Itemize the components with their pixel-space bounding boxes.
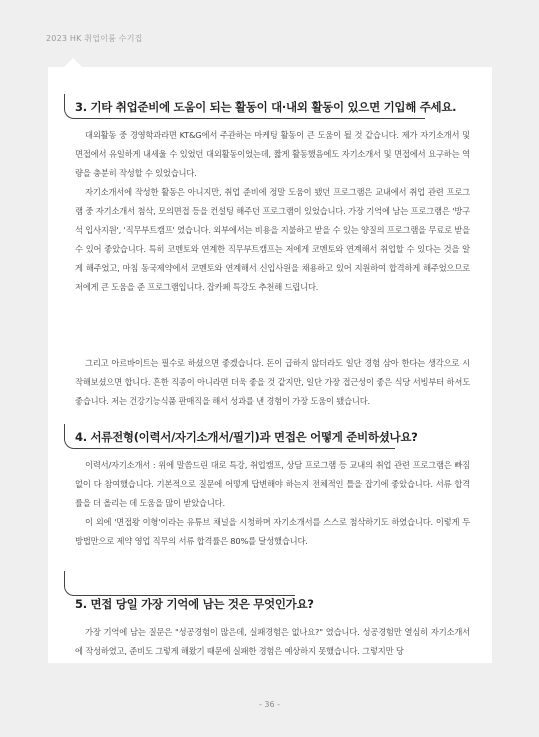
- section-4-title: 4. 서류전형(이력서/자기소개서/필기)과 면접은 어떻게 준비하셨나요?: [75, 430, 418, 444]
- section-3-title: 3. 기타 취업준비에 도움이 되는 활동이 대·내외 활동이 있으면 기입해 주세요.: [75, 100, 457, 114]
- section-3-paragraph-3: 그리고 아르바이트는 필수로 하셨으면 좋겠습니다. 돈이 급하지 않더라도 일단 경험 삼아 한다는 생각으로 시작해보셨으면 합니다. 흔한 직종이 아니라면 더욱 좋을 것 같지만, 일단 가장 접근성이 좋은 식당 서빙부터 하셔도 좋습니다. 저는 건강기능식품 판매직을 해서 성과를 낸 경험이 가장 도움이 됐습니다.: [75, 358, 470, 406]
- page-number: - 36 -: [258, 700, 281, 709]
- section-3-paragraph-1: 대외활동 중 경영학과라면 KT&G에서 주관하는 마케팅 활동이 큰 도움이 될 것 같습니다. 제가 자기소개서 및 면접에서 유일하게 내세울 수 있었던 대외활동이었는데, 짧게 활동했음에도 자기소개서 및 면접에서 요구하는 역량을 충분히 작성할 수 있었습니다.: [75, 130, 470, 178]
- section-4-paragraph-2: 이 외에 '면접왕 이형'이라는 유튜브 채널을 시청하며 자기소개서를 스스로 첨삭하기도 하였습니다. 이렇게 두 방법만으로 제약 영업 직무의 서류 합격률은 80%를 달성했습니다.: [75, 517, 470, 546]
- section-5-title: 5. 면접 당일 가장 기억에 남는 것은 무엇인가요?: [75, 597, 314, 611]
- section-5-paragraph-1: 가장 기억에 남는 질문은 "성공경험이 많은데, 실패경험은 없나요?" 였습니다. 성공경험만 열심히 자기소개서에 작성하였고, 준비도 그렇게 해왔기 때문에 실패한 경험은 예상하지 못했습니다. 그렇지만 당: [75, 627, 470, 656]
- section-5-underline: [64, 571, 295, 596]
- section-4-paragraph-1: 이력서/자기소개서 : 위에 말씀드린 대로 특강, 취업캠프, 상담 프로그램 등 교내의 취업 관련 프로그램은 빠짐없이 다 참여했습니다. 기본적으로 질문에 어떻게 답변해야 하는지 전체적인 틀을 잡기에 좋았습니다. 서류 합격률을 더 올리는 데 도움을 많이 받았습니다.: [75, 460, 470, 508]
- card-notch: [64, 58, 82, 67]
- section-3-paragraph-2: 자기소개서에 작성한 활동은 아니지만, 취업 준비에 정말 도움이 됐던 프로그램은 교내에서 취업 관련 프로그램 중 자기소개서 첨삭, 모의면접 등을 컨설팅 해주던 프로그램이 있었습니다. 가장 기억에 남는 프로그램은 '방구석 입사지원', '직무부트캠프' 였습니다. 외부에서는 비용을 지불하고 받을 수 있는 양질의 프로그램을 무료로 받을 수 있어 좋았습니다. 특히 코멘토와 연계한 직무부트캠프는 저에게 코멘토와 연계해서 취업할 수 있다는 것을 알게 해주었고, 마침 동국제약에서 코멘토와 연계해서 신입사원을 채용하고 있어 지원하여 합격하게 해주었으므로 저에게 큰 도움을 준 프로그램입니다. 잡카페 특강도 추천해 드립니다.: [75, 187, 470, 292]
- page-header: 2023 HK 취업이룸 수기집: [46, 34, 143, 43]
